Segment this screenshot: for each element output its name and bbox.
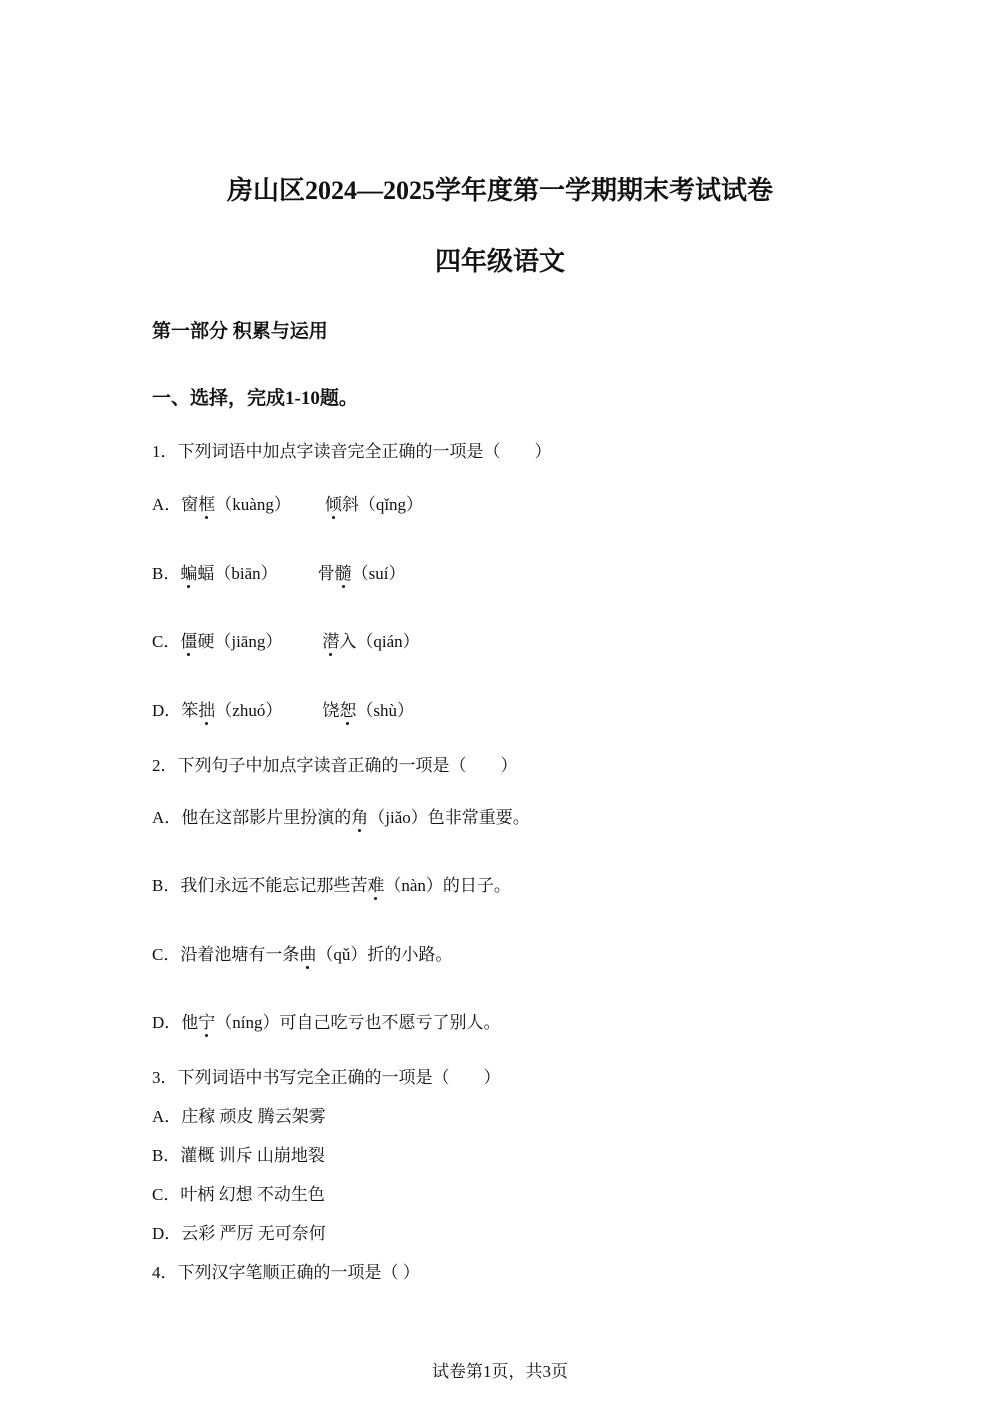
question-1-option-c: C．僵硬（jiāng） 潜入（qián） <box>152 632 420 651</box>
question-3-stem: 3．下列词语中书写完全正确的一项是（ ） <box>152 1068 501 1087</box>
question-4-stem: 4．下列汉字笔顺正确的一项是（ ） <box>152 1263 420 1282</box>
exam-subtitle: 四年级语文 <box>434 247 565 276</box>
question-2-stem: 2．下列句子中加点字读音正确的一项是（ ） <box>152 756 518 775</box>
question-2-option-a: A．他在这部影片里扮演的角（jiǎo）色非常重要。 <box>152 808 530 827</box>
question-3-option-c: C．叶柄 幻想 不动生色 <box>152 1185 325 1204</box>
question-1-option-a: A．窗框（kuàng） 倾斜（qǐng） <box>152 495 424 514</box>
question-3-option-d: D．云彩 严厉 无可奈何 <box>152 1224 326 1243</box>
question-2-option-b: B．我们永远不能忘记那些苦难（nàn）的日子。 <box>152 876 511 895</box>
question-1-stem: 1．下列词语中加点字读音完全正确的一项是（ ） <box>152 442 552 461</box>
question-2-option-c: C．沿着池塘有一条曲（qǔ）折的小路。 <box>152 945 453 964</box>
question-3-option-b: B．灌概 训斥 山崩地裂 <box>152 1146 325 1165</box>
part-heading: 第一部分 积累与运用 <box>152 321 328 342</box>
question-3-option-a: A．庄稼 顽皮 腾云架雾 <box>152 1107 326 1126</box>
question-1-option-b: B．蝙蝠（biān） 骨髓（suí） <box>152 564 406 583</box>
exam-title: 房山区2024—2025学年度第一学期期末考试试卷 <box>226 176 773 205</box>
question-2-option-d: D．他宁（níng）可自己吃亏也不愿亏了别人。 <box>152 1013 501 1032</box>
question-1-option-d: D．笨拙（zhuó） 饶恕（shù） <box>152 701 414 720</box>
section-heading: 一、选择，完成1-10题。 <box>152 388 358 409</box>
page-footer: 试卷第1页，共3页 <box>432 1362 568 1381</box>
